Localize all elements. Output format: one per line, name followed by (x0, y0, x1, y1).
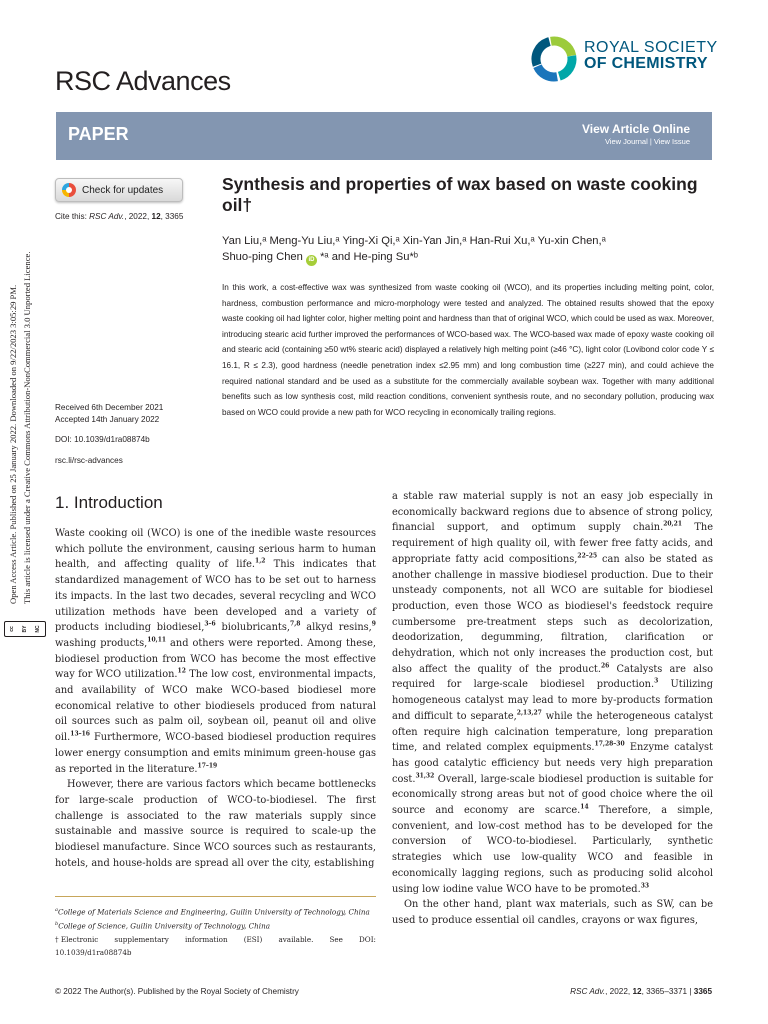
open-access-line: Open Access Article. Published on 25 January 2022. Downloaded on 9/22/2023 3:05:29 PM. (8, 284, 18, 604)
cite-this: Cite this: RSC Adv., 2022, 12, 3365 (55, 212, 184, 221)
section-bar (56, 112, 712, 160)
accepted-date: Accepted 14th January 2022 (55, 414, 160, 424)
view-article-online-link[interactable]: View Article Online (581, 122, 690, 136)
received-dates (55, 402, 163, 425)
author-list (222, 233, 702, 266)
journal-title: RSC Advances (55, 66, 231, 96)
authors-line-2: Shuo-ping Chen iD *ᵃ and He-ping Su*ᵇ (222, 249, 702, 266)
cc-icon: cc (8, 626, 15, 632)
rsc-logo[interactable] (530, 32, 720, 86)
introduction-heading: 1. Introduction (55, 493, 163, 512)
rsc-wordmark: ROYAL SOCIETY OF CHEMISTRY (584, 39, 718, 72)
page-number: 3365 (693, 987, 712, 996)
rsc-ring-icon (530, 32, 580, 86)
footer-copyright: © 2022 The Author(s). Published by the Royal Society of Chemistry (55, 987, 299, 996)
doi[interactable]: DOI: 10.1039/d1ra08874b (55, 435, 150, 444)
check-for-updates-button[interactable] (55, 178, 183, 202)
footer-citation: RSC Adv., 2022, 12, 3365–3371 | 3365 (570, 987, 712, 996)
view-journal-issue-links[interactable]: View Journal | View Issue (604, 137, 690, 146)
affiliation-b: $^b$College of Science, Guilin University of Technology, China (55, 921, 271, 931)
footnotes (55, 904, 376, 959)
by-icon: BY (21, 625, 28, 633)
nc-icon: NC (35, 625, 42, 633)
licence-strip (0, 0, 46, 690)
esi-doi[interactable]: 10.1039/d1ra08874b (55, 947, 132, 957)
authors-line-1: Yan Liu,ᵃ Meng-Yu Liu,ᵃ Ying-Xi Qi,ᵃ Xin-Yan Jin,ᵃ Han-Rui Xu,ᵃ Yu-xin Chen,ᵃ (222, 235, 606, 247)
cc-licence-badge[interactable] (4, 621, 46, 637)
received-date: Received 6th December 2021 (55, 403, 164, 412)
abstract: In this work, a cost-effective wax was synthesized from waste cooking oil (WCO), and its properties including melting point, color, hardness, combustion performance and micro-morphology were tested and analyzed. The obtained results showed that the epoxy waste cooking oil had lighter color, higher melting point and hardness than that of original WCO, which could be used as wax. Moreover, introducing stearic acid further improved the performances of WCO-based wax. The WCO-based wax made of epoxy waste cooking oil and stearic acid (containing ≥50 wt% stearic acid) displayed a relatively high melting point (≥46 °C), light color (Lovibond color code Y ≤ 16.1, R ≤ 2.3), good hardness (needle penetration index ≤2.95 mm) and long combustion time (≥227 min), and could achieve the required national standard and be used as a substitute for the commercially available soybean wax. Together with many additional benefits such as low synthesis cost, mild reaction conditions, convenient synthesis route, and no secondary pollution, producing wax based on WCO could provide a new path for WCO recycling in economically trailing regions. (222, 283, 714, 417)
section-label: PAPER (68, 124, 129, 144)
footnote-divider (55, 896, 376, 897)
body-column-left: Waste cooking oil (WCO) is one of the inedible waste resources which pollute the environment, causing serious harm to human health, and affecting quality of life.$^{1,2}$ This indicates that standardized management of WCO has to be set out to harness its impacts. In the last two decades, several recycling and WCO utilization methods have been developed and a variety of products including biodiesel,$^{3-6}$ biolubricants,$^{7,8}$ alkyd resins,$^9$ washing products,$^{10,11}$ and others were reported. Among these, biodiesel production from WCO has become the most effective way for WCO utilization.$^{12}$ The low cost, environmental impacts, and availability of WCO make WCO-based biodiesel more economical relative to other biodiesels produced from natural oil sources such as palm oil, soybean oil, peanut oil and olive oil.$^{13-16}$ Furthermore, WCO-based biodiesel production requires lower energy consumption and emits minimum green-house gas as reported in the literature.$^{17-19}$ However, there are various factors which became bottlenecks for large-scale production of WCO-to-biodiesel. The first challenge is associated to the raw materials supply since sustainable and massive source is required to scale-up the biodiesel manufacture. Since WCO sources such as restaurants, hotels, and house-holds are spread all over the city, establishing (55, 528, 377, 869)
esi-note: † Electronic supplementary information (ESI) available. See DOI: (55, 934, 376, 944)
journal-link[interactable]: rsc.li/rsc-advances (55, 456, 123, 465)
affiliation-a: $^a$College of Materials Science and Engineering, Guilin University of Technology, China (55, 907, 370, 917)
orcid-icon[interactable]: iD (306, 255, 317, 266)
article-title: Synthesis and properties of wax based on waste cooking oil† (222, 174, 698, 215)
body-column-right: a stable raw material supply is not an easy job especially in economically backward regions due to absence of strong policy, financial support, and optimum supply chain.$^{20,21}$ The requirement of high quality oil, with fewer free fatty acids, and appropriate fatty acid compositions,$^{22-25}$ can also be stated as another challenge in massive biodiesel production. Due to their unsteady components, not all WCO are suitable for biodiesel production, even those WCO as biodiesel's feedstock require cumbersome pre-treatment steps such as decolorization, deodorization, degumming, filtration, clarification or dehydration, which not only increases the production cost, but also affect the quality of the product.$^{26}$ Catalysts are also required for large-scale biodiesel production.$^3$ Utilizing homogeneous catalyst may lead to more by-products formation and difficult to separate,$^{2,13,27}$ while the heterogeneous catalyst often require high calcination temperature, long preparation time, and related complex equipments.$^{17,28-30}$ Enzyme catalyst has good catalytic efficiency but needs very high preparation cost.$^{31,32}$ Overall, large-scale biodiesel production is suitable for economically strong areas but not of good choice where the oil source and economy are scarce.$^{14}$ Therefore, a simple, convenient, and low-cost method has to be developed for the conversion of WCO-to-biodiesel. Particularly, synthetic strategies which use low-quality WCO and feasible in economically lagging regions, such as producing solid alcohol using low iodine value WCO have to be promoted.$^{33}$ On the other hand, plant wax materials, such as SW, can be used to produce essential oil candles, crayons or wax figures, (392, 491, 714, 926)
check-for-updates-label: Check for updates (82, 184, 164, 196)
licence-line[interactable]: This article is licensed under a Creative Commons Attribution-NonCommercial 3.0 Unported Licence. (22, 251, 32, 604)
crossmark-icon (62, 183, 76, 197)
view-article-online[interactable] (582, 122, 690, 146)
